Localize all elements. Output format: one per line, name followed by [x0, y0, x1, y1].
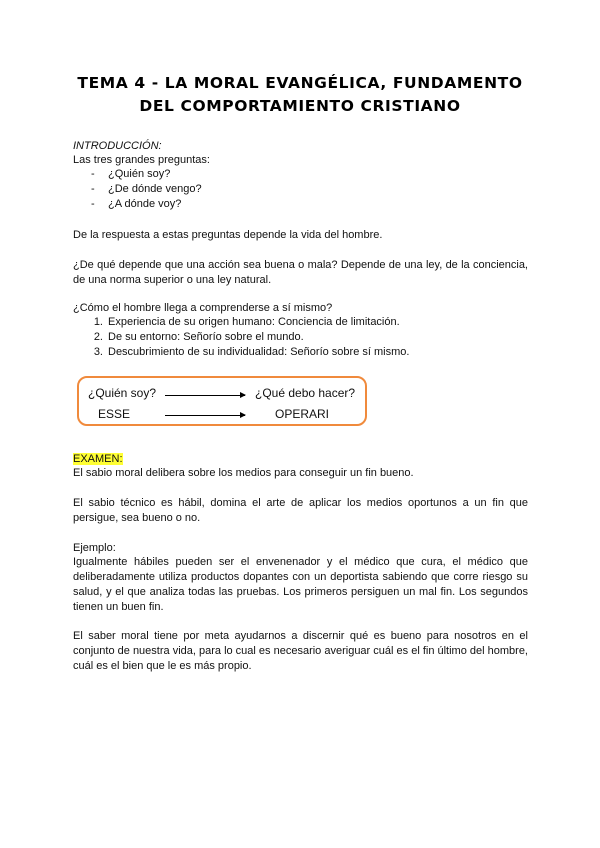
box-question-2: ¿Qué debo hacer? — [255, 386, 356, 400]
example-label: Ejemplo: — [73, 542, 116, 554]
list-number: 3. — [93, 346, 103, 358]
box-label-esse: ESSE — [98, 407, 131, 421]
exam-heading-row — [73, 452, 528, 467]
arrow-icon — [165, 415, 245, 416]
question-item: ¿De dónde vengo? — [108, 183, 202, 195]
title-line-1: TEMA 4 - LA MORAL EVANGÉLICA, FUNDAMENTO — [77, 74, 523, 92]
intro-heading: INTRODUCCIÓN: — [73, 140, 162, 152]
box-question-1: ¿Quién soy? — [88, 386, 157, 400]
dash-bullet: - — [91, 183, 95, 195]
concept-box — [77, 376, 367, 426]
dash-bullet: - — [91, 168, 95, 180]
paragraph: De la respuesta a estas preguntas depende la vida del hombre. — [73, 229, 383, 241]
list-item: Descubrimiento de su individualidad: Señorío sobre sí mismo. — [108, 346, 410, 358]
list-number: 2. — [93, 331, 103, 343]
box-label-operari: OPERARI — [275, 407, 330, 421]
document-title — [60, 72, 540, 118]
paragraph: Igualmente hábiles pueden ser el envenenador y el médico que cura, el médico que deliberadamente utiliza productos dopantes con un deportista sabiendo que corre riesgo su salud, y el que analiza todas las pruebas. Los primeros persiguen un mal fin. Los segundos tienen un buen fin. — [73, 556, 528, 613]
paragraph: ¿Cómo el hombre llega a comprenderse a sí mismo? — [73, 302, 333, 314]
paragraph: ¿De qué depende que una acción sea buena o mala? Depende de una ley, de la conciencia, de una norma superior o una ley natural. — [73, 259, 528, 286]
question-item: ¿A dónde voy? — [108, 198, 182, 210]
paragraph: El saber moral tiene por meta ayudarnos a discernir qué es bueno para nosotros en el conjunto de nuestra vida, para lo cual es necesario averiguar cuál es el fin último del hombre, cuál es el bien que le es más propio. — [73, 630, 528, 672]
intro-lead: Las tres grandes preguntas: — [73, 154, 210, 166]
list-number: 1. — [93, 316, 103, 328]
list-item: Experiencia de su origen humano: Conciencia de limitación. — [108, 316, 400, 328]
arrow-icon — [165, 395, 245, 396]
dash-bullet: - — [91, 198, 95, 210]
exam-heading: EXAMEN: — [73, 453, 123, 465]
title-line-2: DEL COMPORTAMIENTO CRISTIANO — [139, 97, 461, 115]
paragraph: El sabio moral delibera sobre los medios para conseguir un fin bueno. — [73, 467, 414, 479]
paragraph: El sabio técnico es hábil, domina el arte de aplicar los medios oportunos a un fin que persigue, sea bueno o no. — [73, 497, 528, 524]
question-item: ¿Quién soy? — [108, 168, 171, 180]
list-item: De su entorno: Señorío sobre el mundo. — [108, 331, 304, 343]
